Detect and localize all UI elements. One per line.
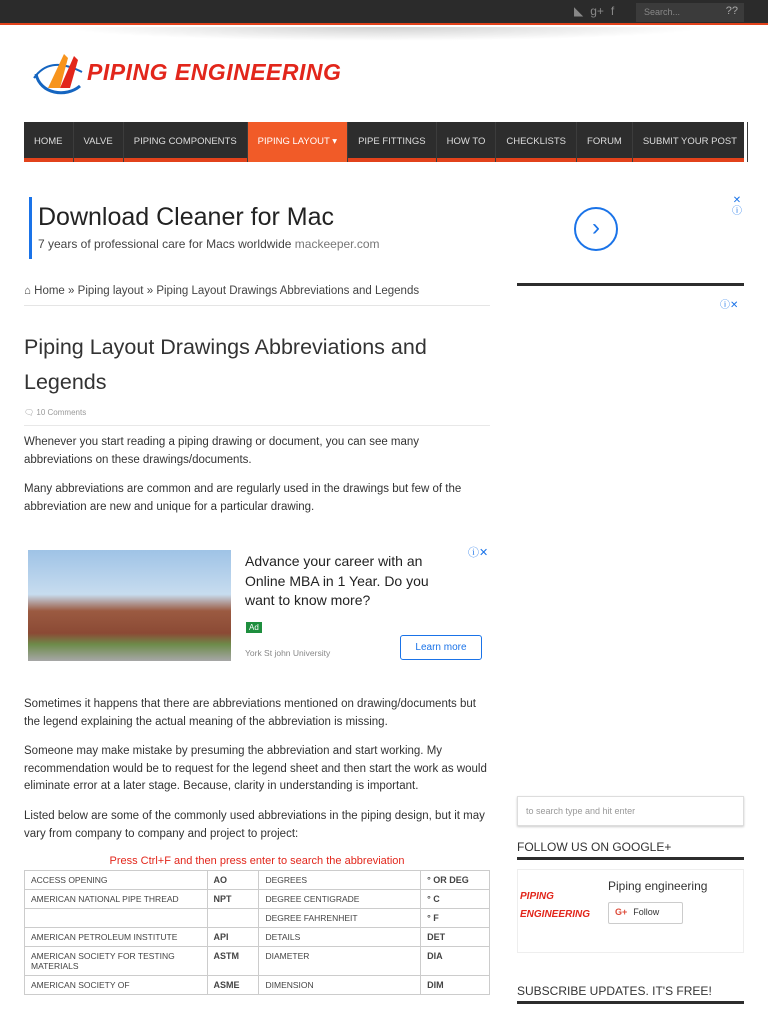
table-row: [25, 909, 490, 928]
search-icon[interactable]: ??: [725, 5, 738, 17]
term-cell: AMERICAN SOCIETY FOR TESTING MATERIALS: [25, 947, 208, 976]
nav-checklists[interactable]: CHECKLISTS: [496, 122, 577, 162]
main-nav: [24, 122, 744, 162]
table-row: [25, 890, 490, 909]
table-row: [25, 976, 490, 995]
caret-down-icon: ▾: [332, 136, 338, 147]
breadcrumb-home[interactable]: Home: [34, 285, 65, 297]
gplus-icon: G+: [615, 907, 628, 917]
sidebar-divider: [517, 1001, 744, 1004]
ad-headline[interactable]: Download Cleaner for Mac: [38, 203, 334, 231]
nav-piping-components[interactable]: PIPING COMPONENTS: [124, 122, 248, 162]
rss-icon[interactable]: ◣: [574, 4, 584, 18]
facebook-icon[interactable]: f: [610, 4, 615, 18]
term-cell: AMERICAN SOCIETY OF: [25, 976, 208, 995]
table-row: [25, 947, 490, 976]
follow-button[interactable]: G+ Follow: [608, 902, 683, 924]
term-cell: [25, 909, 208, 928]
nav-piping-layout[interactable]: PIPING LAYOUT ▾: [248, 122, 348, 162]
home-icon: ⌂: [24, 285, 31, 297]
abbr-cell: DET: [421, 928, 490, 947]
ad-close-icon[interactable]: ⓘ✕: [468, 547, 489, 559]
term-cell: AMERICAN NATIONAL PIPE THREAD: [25, 890, 208, 909]
breadcrumb-section[interactable]: Piping layout: [77, 285, 144, 297]
sidebar-divider: [517, 283, 744, 286]
article-paragraph: Many abbreviations are common and are regularly used in the drawings but few of the abbreviation are new and unique for a particular drawing.: [24, 483, 462, 513]
sidebar-search-input[interactable]: to search type and hit enter: [517, 796, 744, 826]
follow-title: FOLLOW US ON GOOGLE+: [517, 840, 672, 854]
comment-icon: 🗨: [24, 408, 35, 417]
table-row: [25, 871, 490, 890]
ad-accent-bar: [29, 197, 32, 259]
abbr-cell: ° OR DEG: [421, 871, 490, 890]
abbr-cell: ASTM: [207, 947, 259, 976]
term-cell: ACCESS OPENING: [25, 871, 208, 890]
logo-icon: [30, 48, 86, 98]
abbr-cell: DIA: [421, 947, 490, 976]
top-bar: [0, 0, 768, 25]
term-cell: DEGREE CENTIGRADE: [259, 890, 421, 909]
header-shadow: [60, 27, 708, 41]
learn-more-button[interactable]: Learn more: [400, 635, 482, 660]
subscribe-title: SUBSCRIBE UPDATES. IT'S FREE!: [517, 984, 712, 998]
abbreviation-table: [24, 870, 490, 995]
abbr-cell: ASME: [207, 976, 259, 995]
search-hint: Press Ctrl+F and then press enter to search the abbreviation: [109, 855, 405, 867]
nav-how-to[interactable]: HOW TO: [437, 122, 497, 162]
social-icons: [574, 4, 614, 18]
nav-forum[interactable]: FORUM: [577, 122, 633, 162]
nav-pipe-fittings[interactable]: PIPE FITTINGS: [348, 122, 437, 162]
page-title: Piping Layout Drawings Abbreviations and Legends: [24, 335, 427, 394]
top-search-input[interactable]: Search... ??: [636, 3, 744, 22]
ad-source: York St john University: [245, 648, 331, 658]
abbr-cell: [207, 909, 259, 928]
breadcrumb: ⌂ Home » Piping layout » Piping Layout Drawings Abbreviations and Legends: [24, 285, 490, 306]
abbr-cell: API: [207, 928, 259, 947]
ad-badge: Ad: [246, 622, 262, 633]
ad-close-icon[interactable]: ✕ ⓘ: [732, 195, 742, 217]
logo-text: PIPING ENGINEERING: [87, 59, 342, 85]
article-paragraph: Sometimes it happens that there are abbreviations mentioned on drawing/documents but the legend explaining the actual meaning of the abbreviation is missing.: [24, 698, 476, 728]
abbr-cell: DIM: [421, 976, 490, 995]
table-row: [25, 928, 490, 947]
article-paragraph: Listed below are some of the commonly used abbreviations in the piping design, but it may vary from company to company and project to project:: [24, 810, 485, 840]
site-logo[interactable]: [30, 48, 360, 98]
nav-home[interactable]: HOME: [24, 122, 74, 162]
term-cell: DIAMETER: [259, 947, 421, 976]
nav-valve[interactable]: VALVE: [74, 122, 124, 162]
google-plus-widget: [517, 869, 744, 953]
ad-image[interactable]: [28, 550, 231, 661]
term-cell: DEGREES: [259, 871, 421, 890]
nav-submit-post[interactable]: SUBMIT YOUR POST: [633, 122, 748, 162]
ad-subtext: 7 years of professional care for Macs worldwide mackeeper.com: [38, 237, 380, 251]
google-plus-icon[interactable]: g+: [590, 4, 604, 18]
article-paragraph: Someone may make mistake by presuming the abbreviation and start working. My recommendation would be to request for the legend sheet and then start the work as would eliminate error at a later stage. Because, clarity in understanding is important.: [24, 745, 487, 792]
mid-ad[interactable]: [28, 544, 490, 664]
ad-headline[interactable]: Advance your career with an Online MBA in 1 Year. Do you want to know more?: [245, 553, 429, 608]
ad-arrow-button[interactable]: ›: [574, 207, 618, 251]
term-cell: AMERICAN PETROLEUM INSTITUTE: [25, 928, 208, 947]
top-ad-banner[interactable]: [24, 195, 744, 265]
breadcrumb-current: Piping Layout Drawings Abbreviations and Legends: [156, 285, 420, 297]
abbr-cell: ° C: [421, 890, 490, 909]
comments-link[interactable]: 🗨 10 Comments: [24, 408, 490, 426]
article-paragraph: Whenever you start reading a piping drawing or document, you can see many abbreviations on these drawings/documents.: [24, 436, 420, 466]
abbr-cell: NPT: [207, 890, 259, 909]
term-cell: DIMENSION: [259, 976, 421, 995]
abbr-cell: AO: [207, 871, 259, 890]
sidebar-divider: [517, 857, 744, 860]
term-cell: DEGREE FAHRENHEIT: [259, 909, 421, 928]
term-cell: DETAILS: [259, 928, 421, 947]
gplus-logo: PIPING ENGINEERING: [520, 891, 591, 920]
sidebar-ad-close-icon[interactable]: ⓘ✕: [720, 300, 739, 311]
gplus-name[interactable]: Piping engineering: [608, 879, 708, 893]
abbr-cell: ° F: [421, 909, 490, 928]
